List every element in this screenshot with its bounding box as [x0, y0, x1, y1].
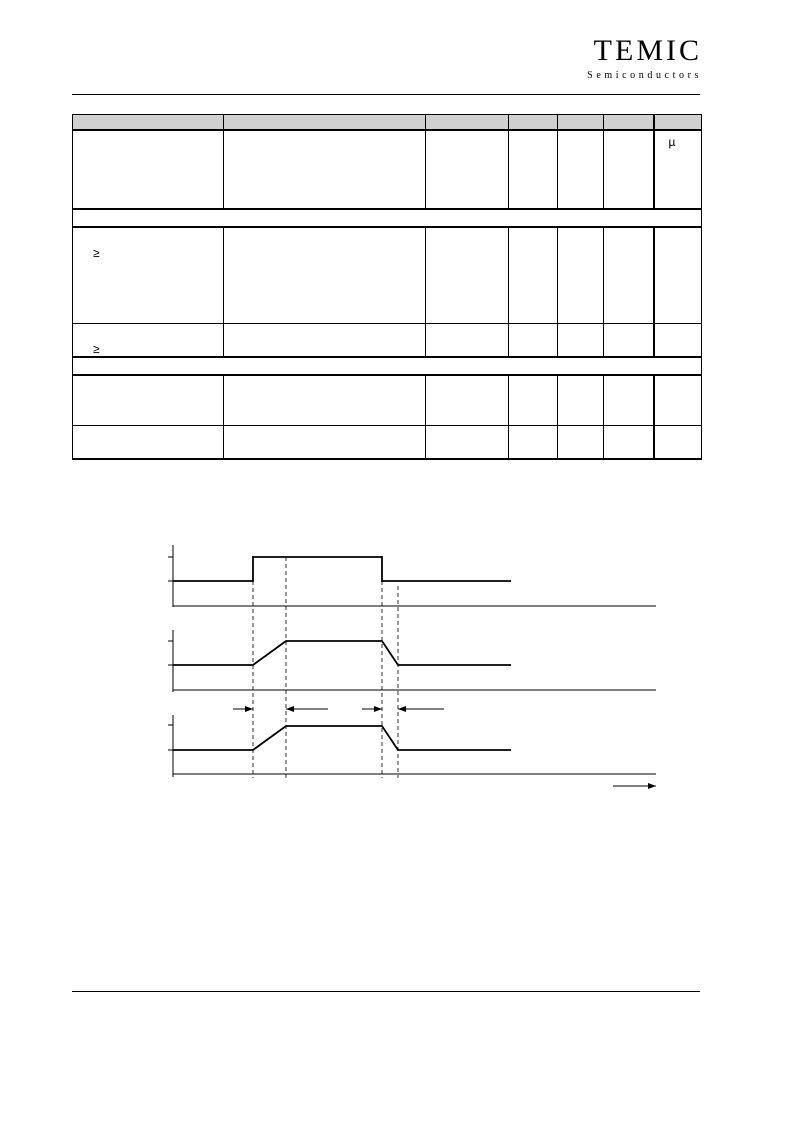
- ge-symbol: ≥: [93, 246, 100, 260]
- output-response-trace-2: [168, 715, 656, 777]
- unit-micro: µ: [668, 135, 676, 149]
- output-response-trace-1: [168, 630, 656, 692]
- timing-markers: [253, 557, 398, 778]
- ge-symbol: ≥: [93, 342, 100, 356]
- logo-subtitle: Semiconductors: [587, 70, 702, 81]
- logo-title: TEMIC: [593, 34, 702, 67]
- input-pulse-trace: [168, 545, 656, 607]
- footer-rule: [72, 991, 700, 992]
